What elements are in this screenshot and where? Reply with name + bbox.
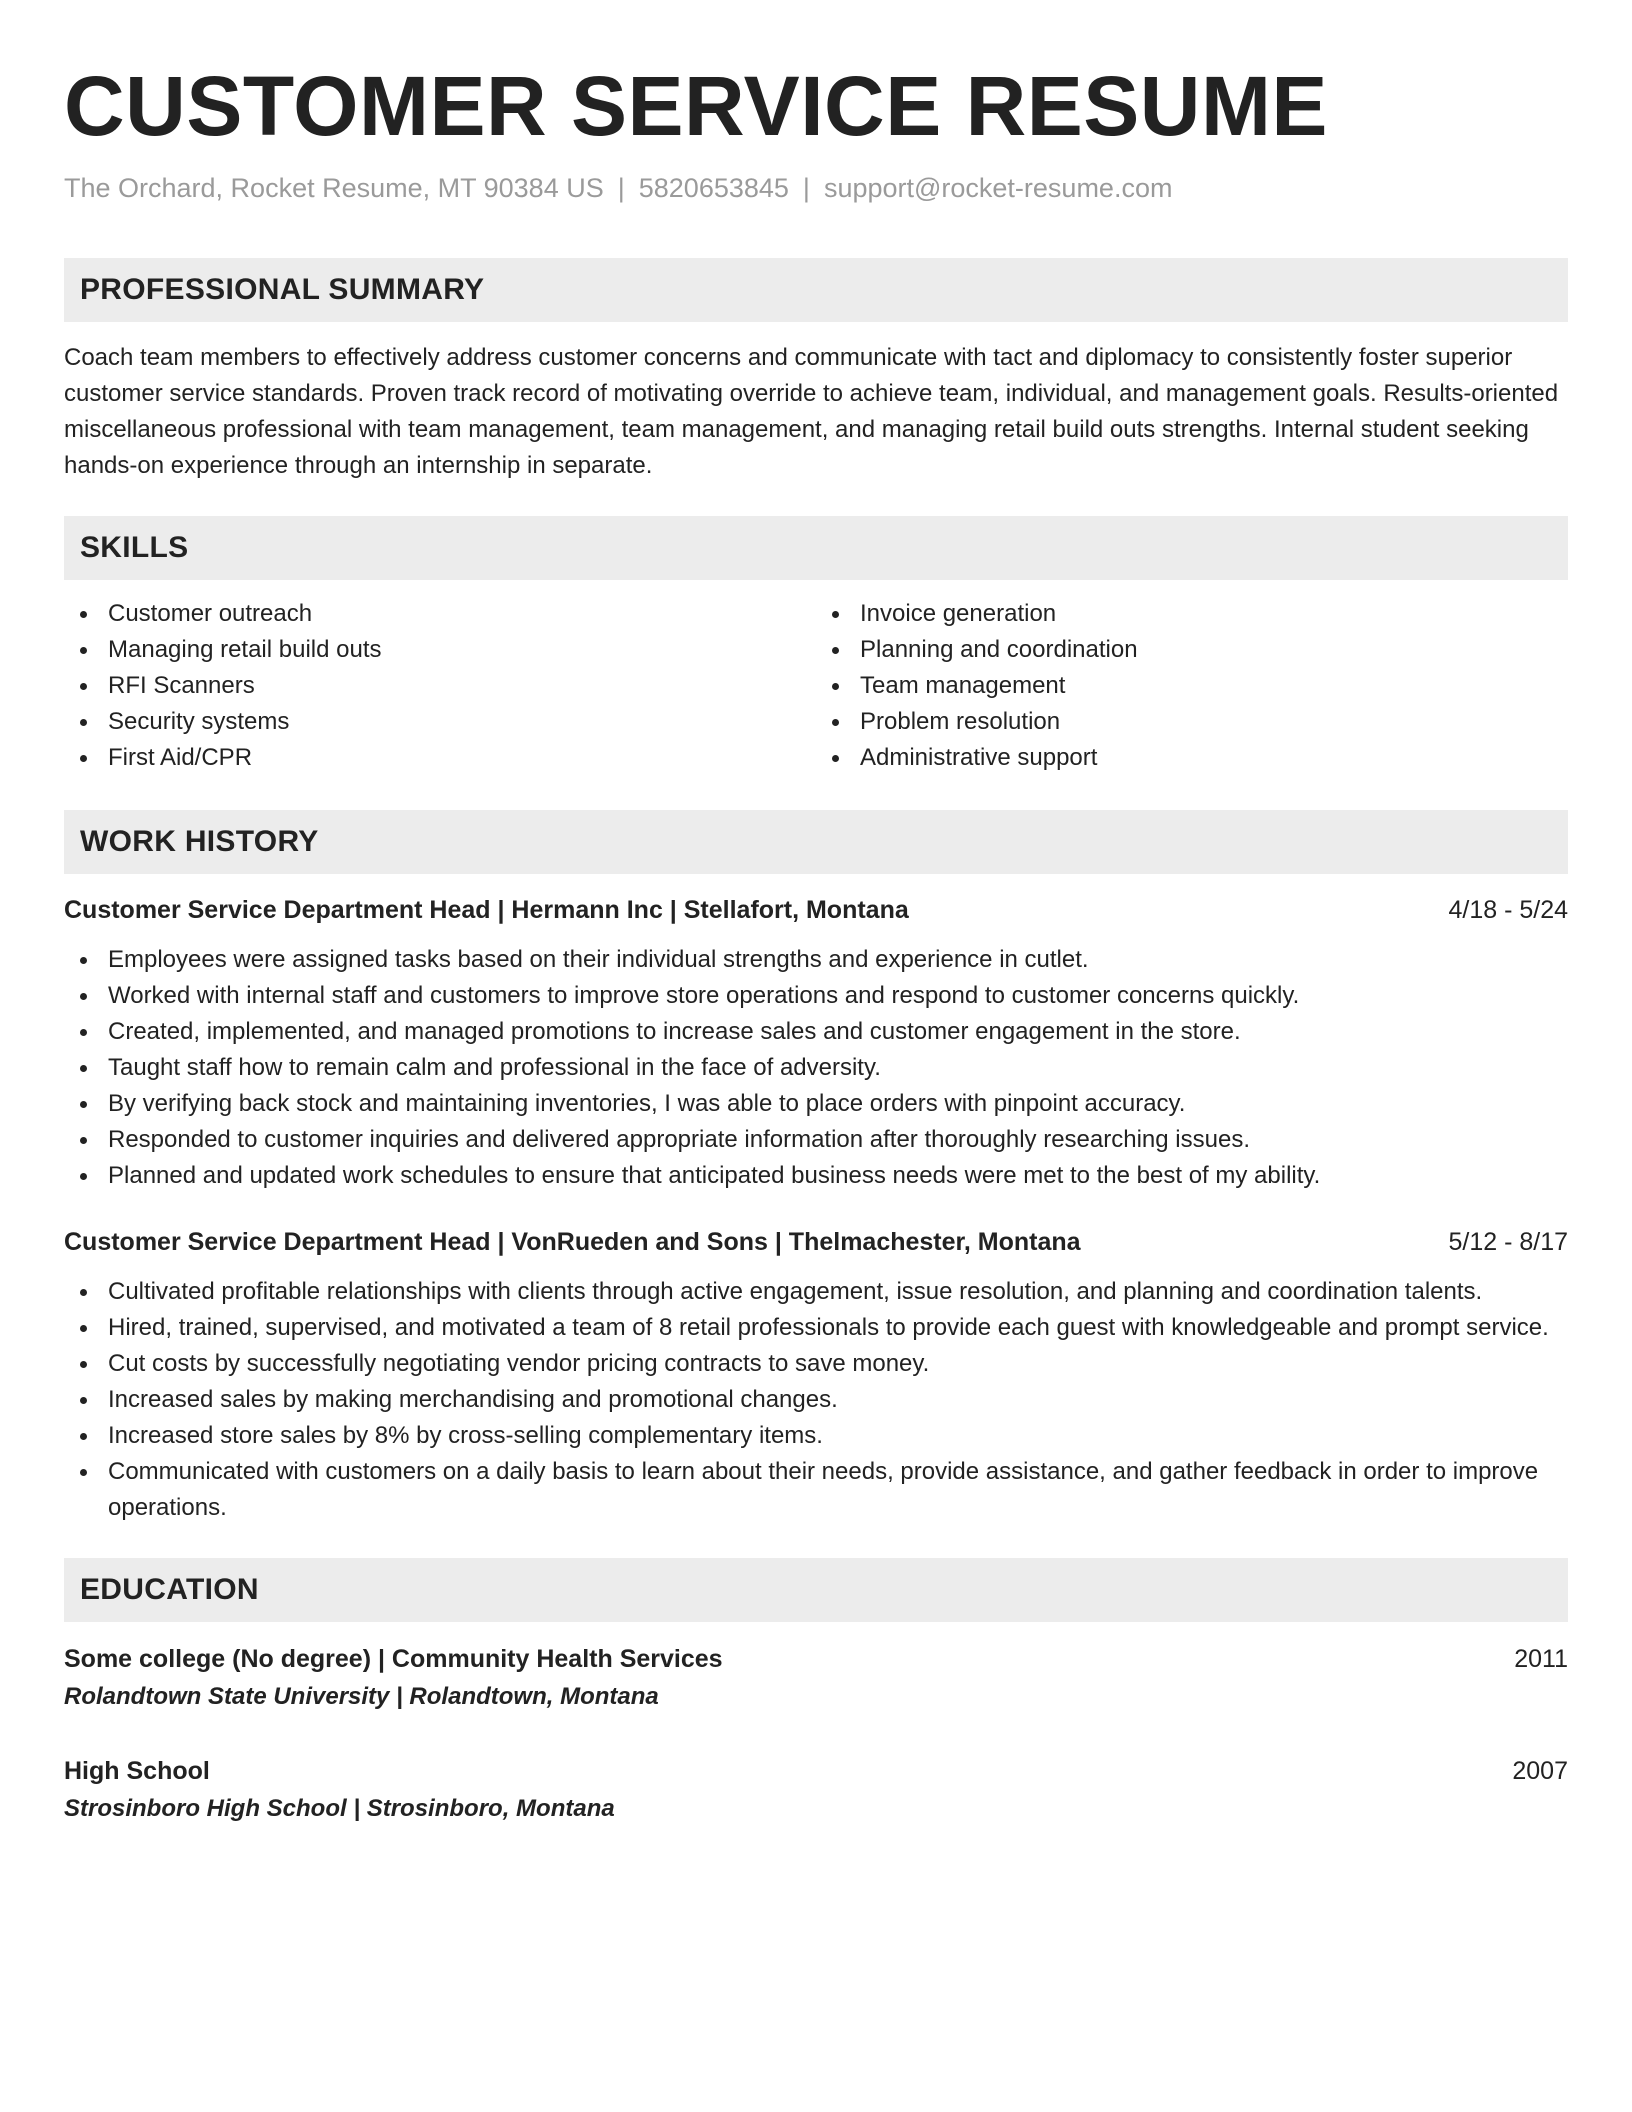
- job-bullet: Increased sales by making merchandising and promotional changes.: [64, 1382, 1568, 1418]
- contact-email: support@rocket-resume.com: [823, 173, 1173, 203]
- skill-item: Invoice generation: [816, 596, 1568, 632]
- resume-title: CUSTOMER SERVICE RESUME: [64, 59, 1328, 153]
- job-dates: 5/12 - 8/17: [1448, 1228, 1568, 1256]
- skills-column-left: [64, 596, 816, 776]
- skill-item: Planning and coordination: [816, 632, 1568, 668]
- education-degree: Some college (No degree) | Community Health Services: [64, 1645, 723, 1673]
- education-section: [64, 1558, 1568, 1828]
- job-title: Customer Service Department Head | Hermann Inc | Stellafort, Montana: [64, 896, 909, 924]
- job-bullet: Planned and updated work schedules to ensure that anticipated business needs were met to the best of my ability.: [64, 1158, 1568, 1194]
- summary-text: Coach team members to effectively address customer concerns and communicate with tact and diplomacy to consistently foster superior customer service standards. Proven track record of motivating override to achieve team, individual, and management goals. Results-oriented miscellaneous professional with team management, team management, and managing retail build outs strengths. Internal student seeking hands-on experience through an internship in separate.: [64, 344, 1559, 479]
- contact-address: The Orchard, Rocket Resume, MT 90384 US: [64, 173, 604, 203]
- skill-item: Customer outreach: [64, 596, 816, 632]
- job-entry: [64, 1224, 1568, 1526]
- work-history-section: [64, 810, 1568, 1526]
- job-bullets: [64, 942, 1568, 1194]
- skill-item: Administrative support: [816, 740, 1568, 776]
- skill-item: Managing retail build outs: [64, 632, 816, 668]
- job-bullet: Responded to customer inquiries and delivered appropriate information after thoroughly researching issues.: [64, 1122, 1568, 1158]
- skills-column-right: [816, 596, 1568, 776]
- job-bullet: By verifying back stock and maintaining inventories, I was able to place orders with pinpoint accuracy.: [64, 1086, 1568, 1122]
- contact-phone: 5820653845: [638, 173, 789, 203]
- job-dates: 4/18 - 5/24: [1448, 896, 1568, 924]
- job-entry: [64, 892, 1568, 1194]
- skill-item: First Aid/CPR: [64, 740, 816, 776]
- education-entry: [64, 1752, 1568, 1828]
- skills-grid: [64, 596, 1568, 776]
- education-entry: [64, 1640, 1568, 1716]
- job-title: Customer Service Department Head | VonRueden and Sons | Thelmachester, Montana: [64, 1228, 1081, 1256]
- professional-summary-section: [64, 258, 1568, 484]
- section-header-work-history: WORK HISTORY: [64, 810, 1568, 874]
- job-bullet: Communicated with customers on a daily basis to learn about their needs, provide assistance, and gather feedback in order to improve operations.: [64, 1454, 1568, 1526]
- section-header-summary: PROFESSIONAL SUMMARY: [64, 258, 1568, 322]
- education-year: 2011: [1514, 1645, 1568, 1673]
- job-bullets: [64, 1274, 1568, 1526]
- section-header-education: EDUCATION: [64, 1558, 1568, 1622]
- skill-item: Problem resolution: [816, 704, 1568, 740]
- section-header-skills: SKILLS: [64, 516, 1568, 580]
- education-school: Rolandtown State University | Rolandtown, Montana: [64, 1683, 659, 1710]
- contact-line: [64, 170, 1568, 206]
- skill-item: RFI Scanners: [64, 668, 816, 704]
- skill-item: Team management: [816, 668, 1568, 704]
- education-degree: High School: [64, 1757, 210, 1785]
- job-header: [64, 892, 1568, 928]
- job-bullet: Taught staff how to remain calm and professional in the face of adversity.: [64, 1050, 1568, 1086]
- education-year: 2007: [1512, 1757, 1568, 1785]
- skills-section: [64, 516, 1568, 776]
- education-header: [64, 1752, 1568, 1790]
- contact-separator: |: [617, 173, 625, 203]
- job-header: [64, 1224, 1568, 1260]
- job-bullet: Cut costs by successfully negotiating vendor pricing contracts to save money.: [64, 1346, 1568, 1382]
- contact-separator: |: [802, 173, 810, 203]
- skill-item: Security systems: [64, 704, 816, 740]
- education-header: [64, 1640, 1568, 1678]
- job-bullet: Hired, trained, supervised, and motivated a team of 8 retail professionals to provide each guest with knowledgeable and prompt service.: [64, 1310, 1568, 1346]
- job-bullet: Created, implemented, and managed promotions to increase sales and customer engagement in the store.: [64, 1014, 1568, 1050]
- job-bullet: Cultivated profitable relationships with clients through active engagement, issue resolution, and planning and coordination talents.: [64, 1274, 1568, 1310]
- education-school: Strosinboro High School | Strosinboro, Montana: [64, 1795, 615, 1822]
- job-bullet: Employees were assigned tasks based on their individual strengths and experience in cutlet.: [64, 942, 1568, 978]
- job-bullet: Worked with internal staff and customers to improve store operations and respond to customer concerns quickly.: [64, 978, 1568, 1014]
- job-bullet: Increased store sales by 8% by cross-selling complementary items.: [64, 1418, 1568, 1454]
